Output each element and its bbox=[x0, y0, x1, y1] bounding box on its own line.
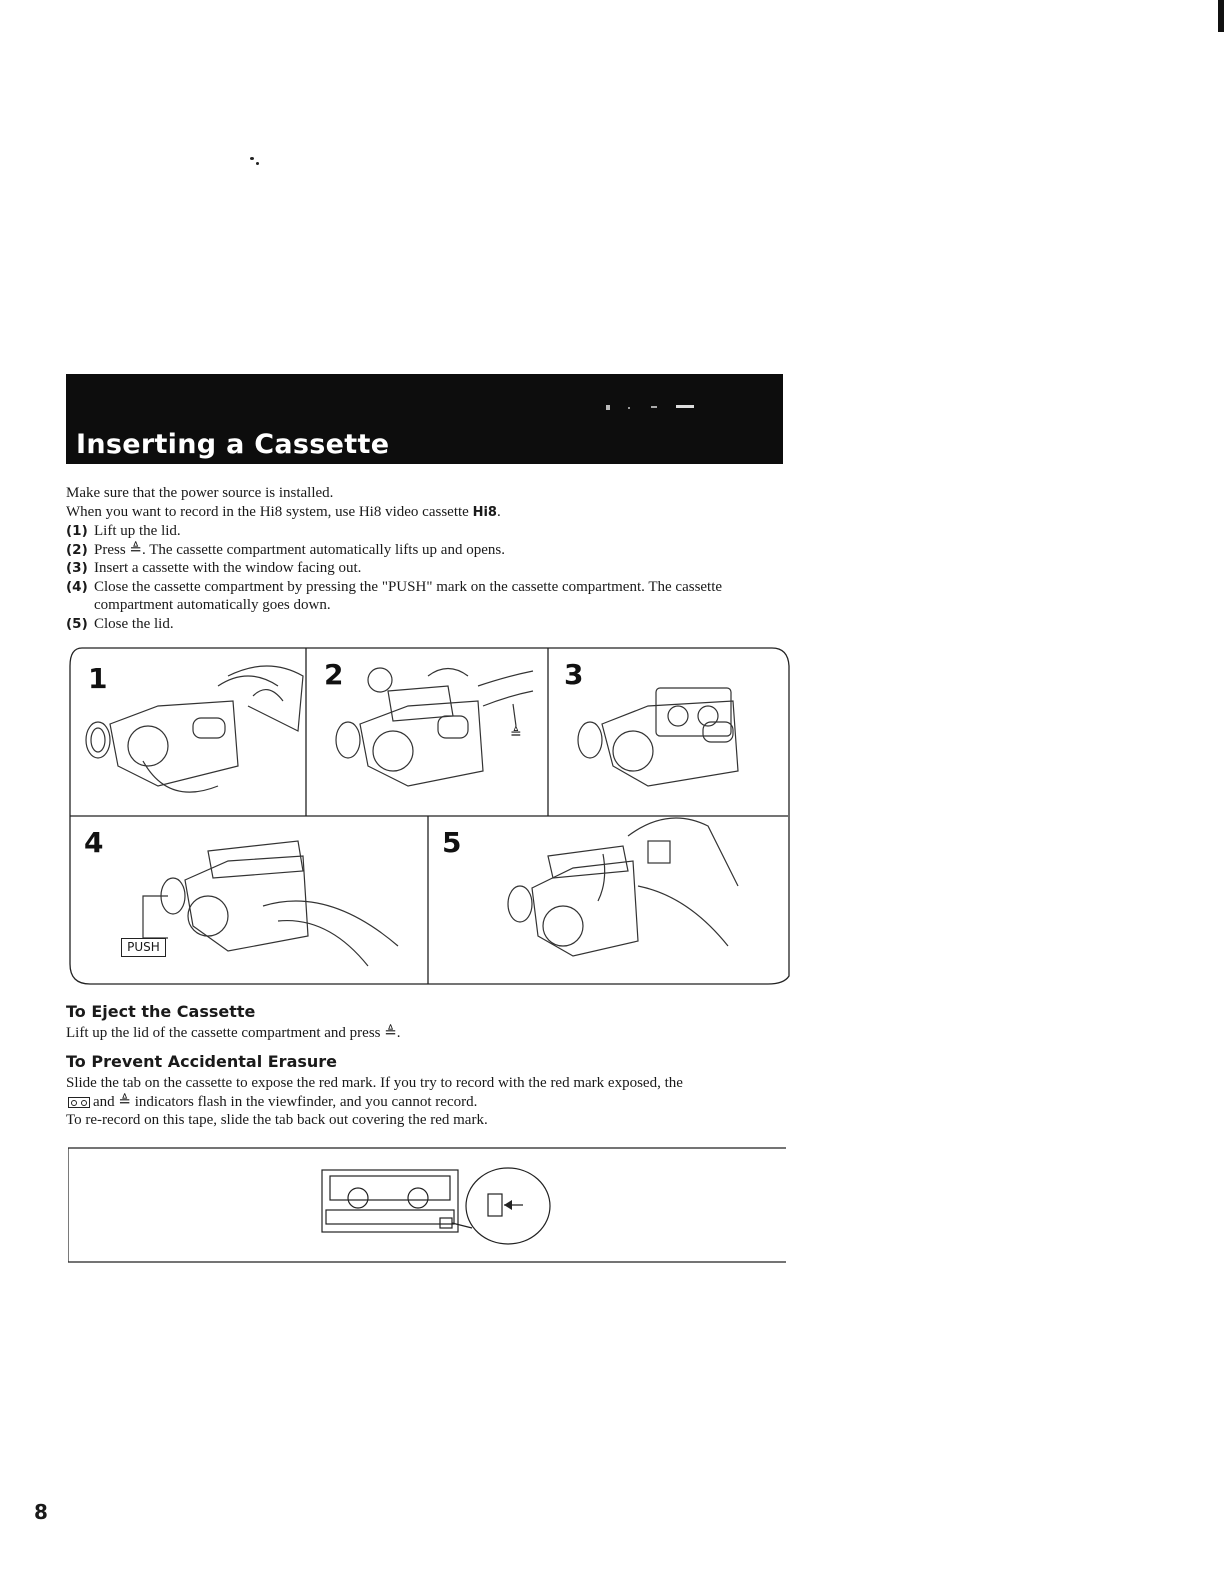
step-number: (2) bbox=[66, 541, 88, 558]
title-banner bbox=[66, 374, 783, 464]
camcorder-illustration-2 bbox=[336, 668, 533, 786]
intro-line: Make sure that the power source is installed. bbox=[66, 485, 334, 501]
page-edge-mark bbox=[1218, 0, 1224, 32]
step-text: Lift up the lid. bbox=[94, 523, 181, 539]
step-item bbox=[66, 541, 786, 560]
step-text: Insert a cassette with the window facing out. bbox=[94, 560, 362, 576]
erasure-line: Slide the tab on the cassette to expose the red mark. If you try to record with the red mark exposed, the bbox=[66, 1075, 683, 1091]
push-label: PUSH bbox=[121, 938, 166, 957]
eject-text: Lift up the lid of the cassette compartment and press ≜. bbox=[66, 1025, 401, 1041]
step-number: (1) bbox=[66, 523, 88, 539]
eject-heading: To Eject the Cassette bbox=[66, 1002, 256, 1021]
erasure-line: To re-record on this tape, slide the tab back out covering the red mark. bbox=[66, 1112, 488, 1128]
camcorder-illustration-3 bbox=[578, 688, 738, 786]
banner-scan-noise bbox=[606, 402, 706, 412]
hi8-logo: Hi8 bbox=[472, 504, 497, 520]
step-number: (4) bbox=[66, 578, 88, 595]
eject-symbol-label: ≜ bbox=[510, 726, 522, 742]
scan-speck bbox=[256, 162, 259, 165]
step-item bbox=[66, 559, 786, 578]
step-text: Press ≜. The cassette compartment automatically lifts up and opens. bbox=[94, 541, 505, 558]
step-item bbox=[66, 522, 786, 541]
cassette-insertion-figure bbox=[68, 646, 790, 986]
camcorder-illustration-1 bbox=[86, 666, 303, 792]
erasure-line-text: and ≜ indicators flash in the viewfinder, and you cannot record. bbox=[93, 1093, 478, 1110]
hi8-instruction-end: . bbox=[496, 503, 501, 520]
step-text: Close the lid. bbox=[94, 615, 174, 632]
step-item bbox=[66, 615, 786, 634]
step-number: (3) bbox=[66, 560, 88, 576]
step-text: Close the cassette compartment by pressing the "PUSH" mark on the cassette compartment. The cassette compartment automatically goes down. bbox=[94, 578, 723, 613]
camcorder-illustration-5 bbox=[508, 818, 738, 956]
erasure-line bbox=[66, 1093, 786, 1112]
step-number: (5) bbox=[66, 615, 88, 632]
figure-frame bbox=[68, 646, 790, 986]
page-title: Inserting a Cassette bbox=[76, 429, 390, 460]
intro-section bbox=[66, 484, 786, 633]
intro-line bbox=[66, 503, 786, 523]
panel-number-3: 3 bbox=[564, 658, 584, 691]
step-item bbox=[66, 578, 786, 615]
panel-number-5: 5 bbox=[442, 826, 462, 859]
cassette-tab-illustration bbox=[68, 1146, 788, 1264]
camcorder-illustration-4 bbox=[143, 841, 398, 966]
erasure-heading: To Prevent Accidental Erasure bbox=[66, 1052, 338, 1071]
hi8-instruction: When you want to record in the Hi8 system, use Hi8 video cassette bbox=[66, 503, 473, 520]
page-number: 8 bbox=[34, 1500, 48, 1524]
erasure-text bbox=[66, 1074, 786, 1130]
scan-speck bbox=[250, 157, 254, 160]
tape-indicator-icon bbox=[68, 1097, 90, 1108]
panel-number-2: 2 bbox=[324, 658, 344, 691]
panel-number-4: 4 bbox=[84, 826, 104, 859]
panel-number-1: 1 bbox=[88, 662, 108, 695]
steps-list bbox=[66, 522, 786, 633]
cassette-tab-figure bbox=[68, 1146, 788, 1264]
